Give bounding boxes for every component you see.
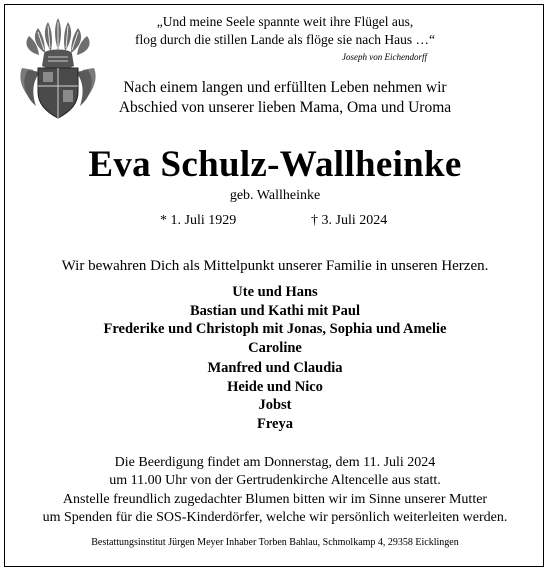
deceased-name: Eva Schulz-Wallheinke	[88, 144, 462, 185]
intro-line-1: Nach einem langen und erfüllten Leben nehmen wir	[123, 79, 447, 96]
quote-line-1: „Und meine Seele spannte weit ihre Flügel aus,	[156, 14, 414, 29]
birth-date: * 1. Juli 1929	[160, 213, 237, 228]
family-motto: Wir bewahren Dich als Mittelpunkt unserer Familie in unseren Herzen.	[61, 258, 489, 274]
death-date: † 3. Juli 2024	[311, 213, 388, 228]
quote-author: Joseph von Eichendorff	[342, 52, 427, 62]
mourner-line: Jobst	[258, 397, 292, 413]
funeral-line-1: Die Beerdigung findet am Donnerstag, dem 11. Juli 2024	[114, 455, 436, 470]
intro-text	[80, 78, 490, 118]
donation-line-2: um Spenden für die SOS-Kinderdörfer, welche wir persönlich weiterleiten werden.	[42, 510, 508, 525]
mourner-line: Bastian und Kathi mit Paul	[189, 302, 360, 319]
funeral-line-2: um 11.00 Uhr von der Gertrudenkirche Altencelle aus statt.	[109, 473, 441, 488]
quote-line-2: flog durch die stillen Lande als flöge sie nach Haus …“	[135, 32, 435, 47]
mourner-line: Ute und Hans	[232, 284, 318, 300]
mourner-line: Frederike und Christoph mit Jonas, Sophia und Amelie	[103, 321, 447, 337]
mourners-group-1	[0, 283, 550, 357]
intro-line-2: Abschied von unserer lieben Mama, Oma und Uroma	[118, 99, 452, 116]
donation-request	[0, 491, 550, 527]
mourner-line: Heide und Nico	[227, 378, 323, 395]
mourner-line: Freya	[257, 415, 293, 432]
mourners-group-2	[0, 359, 550, 433]
mourner-line: Caroline	[248, 339, 302, 356]
quote	[115, 13, 455, 49]
donation-line-1: Anstelle freundlich zugedachter Blumen bitten wir im Sinne unserer Mutter	[62, 492, 488, 507]
undertaker-info: Bestattungsinstitut Jürgen Meyer Inhaber Torben Bahlau, Schmolkamp 4, 29358 Eicklingen	[91, 537, 459, 548]
mourner-line: Manfred und Claudia	[207, 360, 343, 376]
maiden-name: geb. Wallheinke	[229, 188, 321, 203]
funeral-info	[0, 454, 550, 490]
